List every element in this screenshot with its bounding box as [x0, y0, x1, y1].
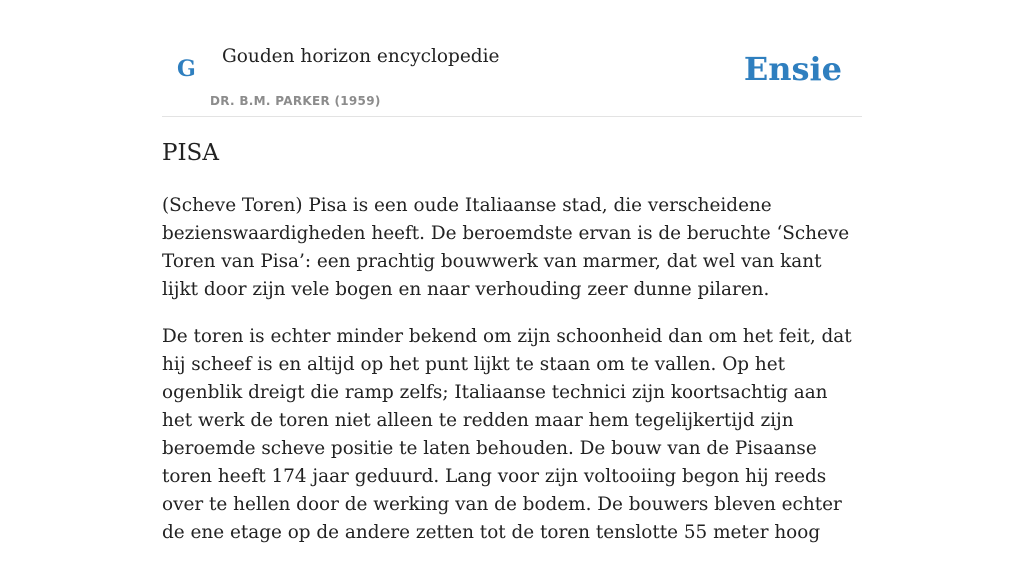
brand-logo[interactable]: Ensie [743, 50, 842, 88]
book-logo-icon[interactable]: G [177, 56, 196, 82]
article-paragraph: (Scheve Toren) Pisa is een oude Italiaanse stad, die verscheidene bezienswaardigheden heeft. De beroemdste ervan is de beruchte ‘Scheve Toren van Pisa’: een prachtig bouwwerk van marmer, dat wel van kant lijkt door zijn vele bogen en naar verhouding zeer dunne pilaren. [162, 195, 850, 300]
article-paragraph: De toren is echter minder bekend om zijn schoonheid dan om het feit, dat hij scheef is en altijd op het punt lijkt te staan om te vallen. Op het ogenblik dreigt die ramp zelfs; Italiaanse technici zijn koortsachtig aan het werk de toren niet alleen te redden maar hem tegelijkertijd zijn beroemde scheve positie te laten behouden. De bouw van de Pisaanse toren heeft 174 jaar geduurd. Lang voor zijn voltooiing begon hij reeds over te hellen door de werking van de bodem. De bouwers bleven echter de ene etage op de andere zetten tot de toren tenslotte 55 meter hoog [162, 326, 852, 543]
site-header [162, 0, 862, 117]
book-author: DR. B.M. PARKER (1959) [210, 94, 381, 108]
book-title[interactable]: Gouden horizon encyclopedie [222, 46, 500, 67]
article-body [162, 192, 862, 566]
article-title: PISA [162, 140, 219, 166]
